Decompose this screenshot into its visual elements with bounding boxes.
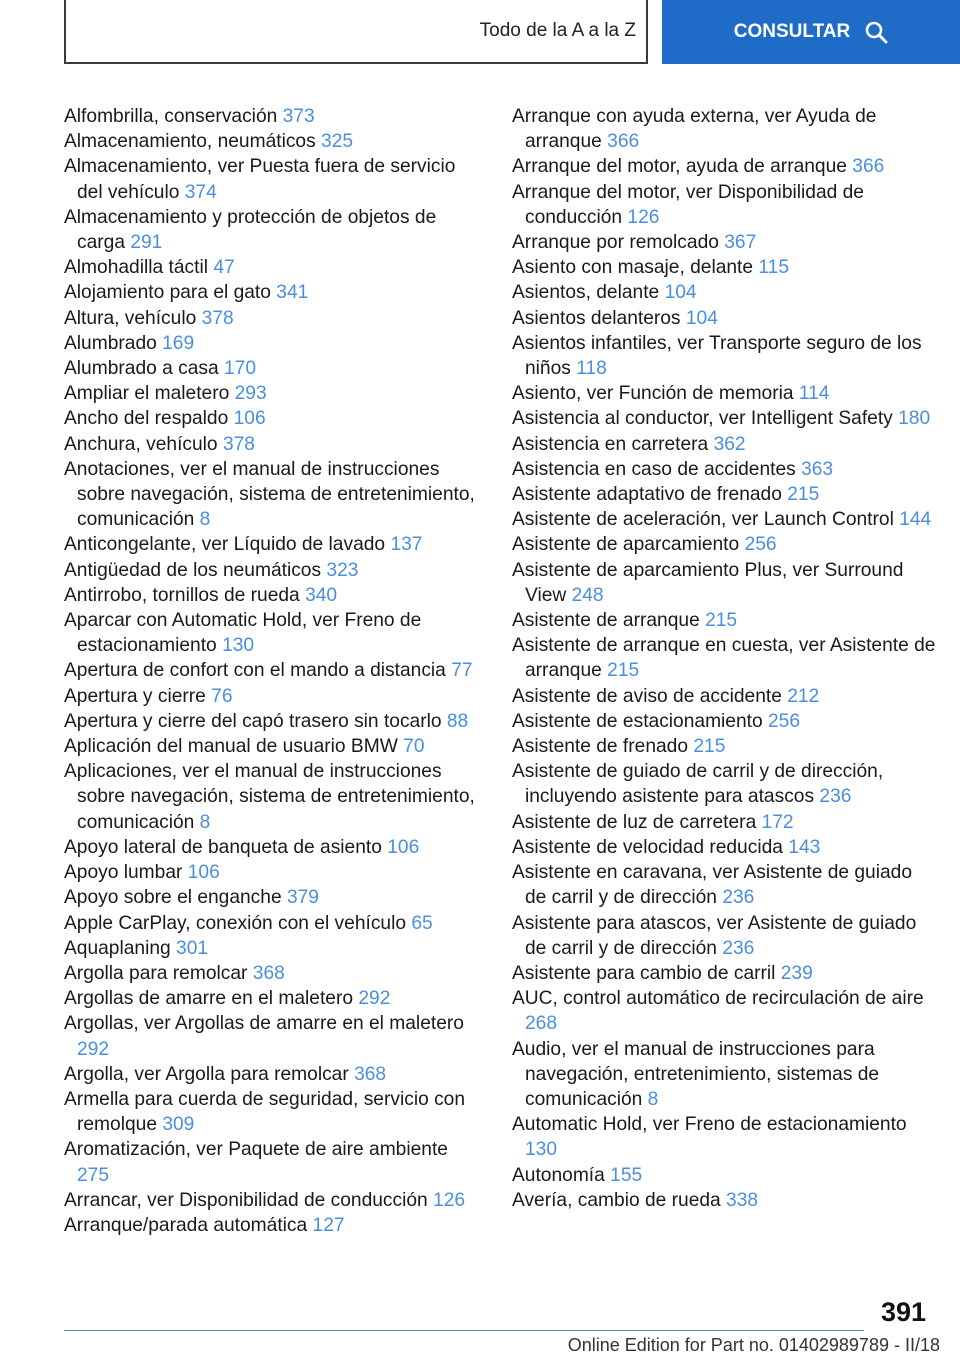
index-term: Asistente para atascos, ver Asistente de guiado de carril y de dirección bbox=[512, 912, 917, 959]
index-term: Asistente de arranque en cuesta, ver Asistente de arranque bbox=[512, 635, 936, 682]
index-term: Apoyo lumbar bbox=[64, 862, 183, 884]
page-link[interactable]: 172 bbox=[761, 811, 794, 833]
page-link[interactable]: 144 bbox=[899, 509, 932, 531]
page-link[interactable]: 8 bbox=[199, 509, 211, 531]
index-term: Aplicaciones, ver el manual de instrucciones sobre navegación, sistema de entretenimiento, comunicación bbox=[64, 761, 475, 833]
index-term: Arranque del motor, ayuda de arranque bbox=[512, 156, 847, 178]
page-link[interactable]: 268 bbox=[525, 1013, 558, 1035]
index-entry bbox=[64, 306, 484, 331]
index-entry bbox=[64, 1213, 484, 1238]
index-term: Argolla, ver Argolla para remolcar bbox=[64, 1063, 349, 1085]
index-entry bbox=[64, 709, 484, 734]
index-entry bbox=[64, 104, 484, 129]
page-link[interactable]: 104 bbox=[664, 282, 697, 304]
page-link[interactable]: 137 bbox=[390, 534, 423, 556]
index-term: Asientos delanteros bbox=[512, 307, 681, 329]
index-term: Armella para cuerda de seguridad, servicio con remolque bbox=[64, 1088, 466, 1136]
index-entry bbox=[512, 230, 936, 255]
page-link[interactable]: 130 bbox=[525, 1139, 558, 1161]
index-term: Asistente de frenado bbox=[512, 736, 689, 758]
index-term: Alumbrado bbox=[64, 332, 157, 354]
index-entry bbox=[64, 1087, 484, 1137]
page-link[interactable]: 104 bbox=[685, 307, 718, 329]
page-link[interactable]: 8 bbox=[199, 811, 211, 833]
index-term: Asistente de aceleración, ver Launch Control bbox=[512, 509, 894, 531]
index-term: Anchura, vehículo bbox=[64, 433, 218, 455]
page-link[interactable]: 236 bbox=[722, 887, 755, 909]
index-term: Asistente de aparcamiento Plus, ver Surround View bbox=[512, 559, 904, 606]
page-link[interactable]: 236 bbox=[819, 786, 852, 808]
page-link[interactable]: 275 bbox=[77, 1164, 110, 1186]
index-term: Apple CarPlay, conexión con el vehículo bbox=[64, 912, 407, 934]
index-term: Asiento, ver Función de memoria bbox=[512, 383, 794, 405]
index-entry bbox=[512, 1188, 936, 1213]
index-entry bbox=[512, 558, 936, 608]
index-term: Anticongelante, ver Líquido de lavado bbox=[64, 534, 386, 556]
index-entry bbox=[512, 180, 936, 230]
section-tab[interactable] bbox=[64, 0, 648, 64]
index-entry bbox=[512, 835, 936, 860]
page-link[interactable]: 366 bbox=[852, 156, 885, 178]
index-entry bbox=[512, 331, 936, 381]
page-link[interactable]: 215 bbox=[693, 736, 726, 758]
index-entry bbox=[512, 507, 936, 532]
page-link[interactable]: 248 bbox=[571, 584, 604, 606]
index-term: Almacenamiento y protección de objetos de carga bbox=[64, 206, 437, 254]
index-entry bbox=[512, 280, 936, 305]
index-entry bbox=[64, 986, 484, 1011]
index-term: Asientos, delante bbox=[512, 282, 660, 304]
page-link[interactable]: 293 bbox=[234, 383, 267, 405]
index-term: Antirrobo, tornillos de rueda bbox=[64, 584, 300, 606]
page-link[interactable]: 367 bbox=[724, 232, 757, 254]
page-link[interactable]: 88 bbox=[446, 710, 469, 732]
index-entry bbox=[512, 306, 936, 331]
index-term: Alumbrado a casa bbox=[64, 358, 219, 380]
index-entry bbox=[64, 1062, 484, 1087]
consult-label: CONSULTAR bbox=[733, 21, 851, 42]
index-entry bbox=[64, 961, 484, 986]
index-entry bbox=[64, 331, 484, 356]
page-link[interactable]: 373 bbox=[282, 106, 315, 127]
index-entry bbox=[512, 684, 936, 709]
index-entry bbox=[512, 432, 936, 457]
page-link[interactable]: 338 bbox=[726, 1189, 759, 1211]
index-term: Almacenamiento, neumáticos bbox=[64, 131, 316, 153]
page-link[interactable]: 256 bbox=[744, 534, 777, 556]
index-entry bbox=[64, 911, 484, 936]
index-term: Anotaciones, ver el manual de instrucciones sobre navegación, sistema de entretenimiento, comunicación bbox=[64, 458, 475, 531]
index-term: Asistente en caravana, ver Asistente de guiado de carril y de dirección bbox=[512, 862, 912, 909]
index-term: Arranque con ayuda externa, ver Ayuda de arranque bbox=[512, 106, 877, 153]
index-entry bbox=[512, 1112, 936, 1162]
index-entry bbox=[512, 986, 936, 1036]
index-entry bbox=[64, 658, 484, 683]
index-term: AUC, control automático de recirculación de aire bbox=[512, 988, 924, 1010]
index-entry bbox=[512, 860, 936, 910]
index-term: Aquaplaning bbox=[64, 937, 171, 959]
index-term: Aromatización, ver Paquete de aire ambiente bbox=[64, 1139, 448, 1161]
index-entry bbox=[64, 280, 484, 305]
page-link[interactable]: 239 bbox=[780, 962, 813, 984]
index-entry bbox=[64, 835, 484, 860]
page-link[interactable]: 106 bbox=[387, 836, 420, 858]
page-link[interactable]: 378 bbox=[222, 433, 255, 455]
page-link[interactable]: 368 bbox=[252, 962, 285, 984]
page-link[interactable]: 301 bbox=[176, 937, 209, 959]
page-link[interactable]: 115 bbox=[758, 257, 789, 279]
page-link[interactable]: 256 bbox=[768, 710, 801, 732]
index-term: Asistencia en carretera bbox=[512, 433, 709, 455]
index-entry bbox=[64, 608, 484, 658]
index-term: Aparcar con Automatic Hold, ver Freno de estacionamiento bbox=[64, 610, 422, 657]
index-entry bbox=[64, 734, 484, 759]
page-link[interactable]: 325 bbox=[321, 131, 354, 153]
index-term: Arranque del motor, ver Disponibilidad de conducción bbox=[512, 181, 864, 228]
index-term: Asistente de aviso de accidente bbox=[512, 685, 782, 707]
index-entry bbox=[64, 381, 484, 406]
index-term: Asistente de guiado de carril y de dirección, incluyendo asistente para atascos bbox=[512, 761, 884, 808]
index-term: Apertura y cierre del capó trasero sin tocarlo bbox=[64, 710, 442, 732]
index-entry bbox=[64, 532, 484, 557]
page-link[interactable]: 366 bbox=[607, 131, 640, 153]
index-column-right bbox=[512, 104, 936, 1213]
index-entry bbox=[512, 406, 936, 431]
index-term: Asistente adaptativo de frenado bbox=[512, 484, 782, 506]
index-entry bbox=[64, 1137, 484, 1187]
page-link[interactable]: 76 bbox=[211, 685, 233, 707]
index-entry bbox=[64, 1188, 484, 1213]
index-entry bbox=[512, 1163, 936, 1188]
footer-divider bbox=[64, 1330, 864, 1331]
page-link[interactable]: 292 bbox=[358, 988, 391, 1010]
index-term: Asistente de velocidad reducida bbox=[512, 836, 783, 858]
page-link[interactable]: 106 bbox=[187, 862, 220, 884]
section-tab-label: Todo de la A a la Z bbox=[479, 20, 636, 41]
page-link[interactable]: 130 bbox=[222, 635, 255, 657]
index-term: Ancho del respaldo bbox=[64, 408, 229, 430]
index-column-left bbox=[64, 104, 484, 1238]
index-entry bbox=[512, 482, 936, 507]
index-entry bbox=[64, 558, 484, 583]
index-term: Argollas de amarre en el maletero bbox=[64, 988, 354, 1010]
index-entry bbox=[512, 759, 936, 809]
index-term: Asistencia al conductor, ver Intelligent Safety bbox=[512, 408, 893, 430]
index-entry bbox=[512, 104, 936, 154]
page-link[interactable]: 8 bbox=[647, 1088, 659, 1110]
footer-edition: Online Edition for Part no. 01402989789 - II/18 bbox=[567, 1335, 940, 1355]
consult-button[interactable] bbox=[662, 0, 960, 64]
index-entry bbox=[512, 709, 936, 734]
page-link[interactable]: 155 bbox=[610, 1164, 643, 1186]
search-icon bbox=[864, 20, 888, 44]
page-link[interactable]: 378 bbox=[201, 307, 234, 329]
page-link[interactable]: 340 bbox=[305, 584, 338, 606]
index-term: Asistente de estacionamiento bbox=[512, 710, 763, 732]
index-entry bbox=[512, 154, 936, 179]
index-term: Alojamiento para el gato bbox=[64, 282, 271, 304]
index-term: Altura, vehículo bbox=[64, 307, 197, 329]
page-link[interactable]: 65 bbox=[411, 912, 433, 934]
index-term: Automatic Hold, ver Freno de estacionamiento bbox=[512, 1114, 907, 1136]
index-term: Apertura de confort con el mando a distancia bbox=[64, 660, 446, 682]
index-term: Asistente de luz de carretera bbox=[512, 811, 757, 833]
index-entry bbox=[64, 759, 484, 835]
index-term: Arranque/parada automática bbox=[64, 1214, 308, 1236]
index-entry bbox=[64, 406, 484, 431]
page-link[interactable]: 362 bbox=[713, 433, 746, 455]
page-link[interactable]: 374 bbox=[184, 181, 217, 203]
page-link[interactable]: 126 bbox=[433, 1189, 466, 1211]
page-link[interactable]: 70 bbox=[403, 736, 425, 758]
index-term: Asiento con masaje, delante bbox=[512, 257, 754, 279]
index-term: Ampliar el maletero bbox=[64, 383, 230, 405]
index-entry bbox=[64, 129, 484, 154]
index-term: Apertura y cierre bbox=[64, 685, 206, 707]
index-entry bbox=[64, 885, 484, 910]
page-link[interactable]: 47 bbox=[213, 257, 235, 279]
index-entry bbox=[512, 810, 936, 835]
page-link[interactable]: 114 bbox=[798, 383, 830, 405]
page-link[interactable]: 236 bbox=[722, 937, 755, 959]
index-entry bbox=[64, 205, 484, 255]
index-entry bbox=[64, 583, 484, 608]
page-link[interactable]: 292 bbox=[77, 1038, 110, 1060]
index-entry bbox=[64, 356, 484, 381]
page-link[interactable]: 106 bbox=[233, 408, 266, 430]
page-link[interactable]: 77 bbox=[451, 660, 473, 682]
index-entry bbox=[64, 1011, 484, 1061]
index-term: Asistente para cambio de carril bbox=[512, 962, 776, 984]
index-term: Argollas, ver Argollas de amarre en el maletero bbox=[64, 1013, 464, 1035]
page-link[interactable]: 368 bbox=[354, 1063, 387, 1085]
index-term: Almacenamiento, ver Puesta fuera de servicio del vehículo bbox=[64, 156, 456, 203]
index-term: Alfombrilla, conservación bbox=[64, 106, 278, 127]
index-entry bbox=[64, 432, 484, 457]
index-term: Apoyo sobre el enganche bbox=[64, 887, 282, 909]
index-term: Apoyo lateral de banqueta de asiento bbox=[64, 836, 382, 858]
page-link[interactable]: 363 bbox=[801, 458, 834, 480]
index-term: Antigüedad de los neumáticos bbox=[64, 559, 322, 581]
index-entry bbox=[512, 532, 936, 557]
page-link[interactable]: 379 bbox=[286, 887, 319, 909]
page-link[interactable]: 127 bbox=[312, 1214, 345, 1236]
index-term: Autonomía bbox=[512, 1164, 605, 1186]
index-term: Asientos infantiles, ver Transporte seguro de los niños bbox=[512, 332, 922, 380]
page-link[interactable]: 341 bbox=[276, 282, 309, 304]
index-term: Aplicación del manual de usuario BMW bbox=[64, 736, 398, 758]
index-term: Audio, ver el manual de instrucciones para navegación, entretenimiento, sistemas de comunicación bbox=[512, 1038, 880, 1110]
page-link[interactable]: 169 bbox=[162, 332, 195, 354]
index-entry bbox=[512, 1037, 936, 1113]
index-entry bbox=[512, 911, 936, 961]
index-term: Arranque por remolcado bbox=[512, 232, 719, 254]
index-entry bbox=[64, 936, 484, 961]
index-term: Arrancar, ver Disponibilidad de conducción bbox=[64, 1189, 428, 1211]
page-link[interactable]: 309 bbox=[162, 1114, 195, 1136]
index-entry bbox=[512, 961, 936, 986]
index-entry bbox=[512, 633, 936, 683]
page-link[interactable]: 170 bbox=[224, 358, 257, 380]
index-entry bbox=[64, 457, 484, 533]
index-entry bbox=[512, 255, 936, 280]
index-entry bbox=[512, 381, 936, 406]
index-term: Asistencia en caso de accidentes bbox=[512, 458, 796, 480]
page-link[interactable]: 126 bbox=[627, 206, 660, 228]
page-link[interactable]: 180 bbox=[898, 408, 931, 430]
page-link[interactable]: 143 bbox=[788, 836, 821, 858]
index-term: Asistente de arranque bbox=[512, 610, 700, 632]
page-link[interactable]: 215 bbox=[607, 660, 640, 682]
index-term: Argolla para remolcar bbox=[64, 962, 248, 984]
index-entry bbox=[64, 860, 484, 885]
index-entry bbox=[512, 608, 936, 633]
index-entry bbox=[64, 255, 484, 280]
index-entry bbox=[512, 734, 936, 759]
page-link[interactable]: 291 bbox=[130, 232, 163, 254]
page-link[interactable]: 215 bbox=[787, 484, 820, 506]
page-link[interactable]: 215 bbox=[705, 610, 738, 632]
index-entry bbox=[512, 457, 936, 482]
index-term: Almohadilla táctil bbox=[64, 257, 208, 279]
index-term: Avería, cambio de rueda bbox=[512, 1189, 721, 1211]
page-link[interactable]: 118 bbox=[576, 358, 607, 380]
page-link[interactable]: 212 bbox=[787, 685, 820, 707]
index-term: Asistente de aparcamiento bbox=[512, 534, 740, 556]
index-entry bbox=[64, 684, 484, 709]
index-entry bbox=[64, 154, 484, 204]
page-link[interactable]: 323 bbox=[326, 559, 359, 581]
page-number: 391 bbox=[880, 1297, 926, 1327]
